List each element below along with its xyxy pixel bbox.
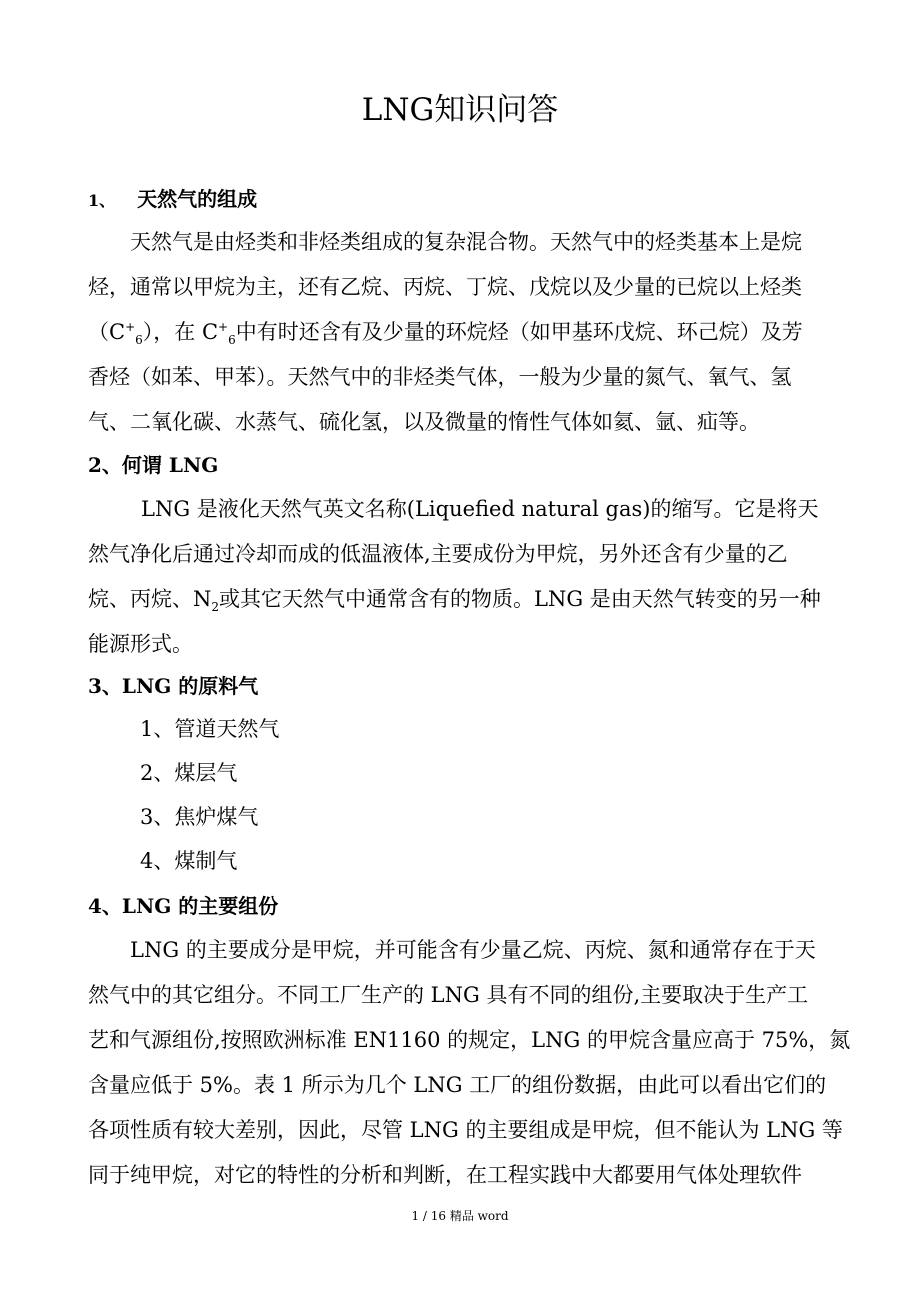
list-item: 2、煤层气 — [140, 761, 238, 785]
s1-sup-1: + — [125, 320, 136, 334]
s2-line-4: 能源形式。 — [88, 632, 193, 656]
s4-line-5: 各项性质有较大差别，因此，尽管 LNG 的主要组成是甲烷，但不能认为 LNG 等 — [88, 1118, 843, 1142]
s4-line-3: 艺和气源组份,按照欧洲标准 EN1160 的规定，LNG 的甲烷含量应高于 75%，氮 — [88, 1028, 851, 1052]
list-item: 1、管道天然气 — [140, 717, 280, 741]
s2-line-3-a: 烷、丙烷、N — [88, 587, 212, 611]
s1-line-1: 天然气是由烃类和非烃类组成的复杂混合物。天然气中的烃类基本上是烷 — [130, 230, 802, 254]
s1-line-3-b: ），在 C — [142, 320, 219, 344]
section-3-heading: 3、LNG 的原料气 — [88, 674, 259, 698]
list-item: 3、焦炉煤气 — [140, 805, 259, 829]
page-title: LNG知识问答 — [361, 92, 559, 128]
s4-line-4: 含量应低于 5%。表 1 所示为几个 LNG 工厂的组份数据，由此可以看出它们的 — [88, 1073, 827, 1097]
s1-line-3-a: （C — [88, 320, 126, 344]
section-2-heading: 2、何谓 LNG — [88, 453, 219, 477]
s2-line-3 — [88, 584, 821, 614]
s1-line-3-c: 中有时还含有及少量的环烷烃（如甲基环戊烷、环己烷）及芳 — [235, 320, 803, 344]
s1-line-4: 香烃（如苯、甲苯）。天然气中的非烃类气体，一般为少量的氮气、氧气、氢 — [88, 365, 792, 389]
s2-line-2: 然气净化后通过冷却而成的低温液体,主要成份为甲烷，另外还含有少量的乙 — [88, 542, 788, 566]
s2-line-3-b: 或其它天然气中通常含有的物质。LNG 是由天然气转变的另一种 — [219, 587, 821, 611]
s1-sub-2: 6 — [228, 333, 236, 348]
s1-line-2: 烃，通常以甲烷为主，还有乙烷、丙烷、丁烷、戊烷以及少量的已烷以上烃类 — [88, 275, 802, 299]
section-1-title: 天然气的组成 — [137, 187, 258, 211]
section-1-number: 1、 — [88, 191, 116, 210]
s1-sub-1: 6 — [135, 333, 143, 348]
s2-line-1: LNG 是液化天然气英文名称(Liquefied natural gas)的缩写。它是将天 — [141, 497, 819, 521]
list-item: 4、煤制气 — [140, 849, 238, 873]
s4-line-1: LNG 的主要成分是甲烷，并可能含有少量乙烷、丙烷、氮和通常存在于天 — [130, 938, 816, 962]
s4-line-2: 然气中的其它组分。不同工厂生产的 LNG 具有不同的组份,主要取决于生产工 — [88, 983, 809, 1007]
s1-line-5: 气、二氧化碳、水蒸气、硫化氢，以及微量的惰性气体如氦、氩、疝等。 — [88, 410, 760, 434]
section-4-heading: 4、LNG 的主要组份 — [88, 894, 279, 918]
s4-line-6: 同于纯甲烷，对它的特性的分析和判断，在工程实践中大都要用气体处理软件 — [88, 1163, 802, 1187]
s2-sub-1: 2 — [211, 600, 220, 615]
s1-sup-2: + — [218, 320, 229, 334]
page-footer: 1 / 16 精品 word — [411, 1209, 509, 1223]
section-1-heading — [88, 184, 257, 216]
s1-line-3 — [88, 317, 803, 347]
